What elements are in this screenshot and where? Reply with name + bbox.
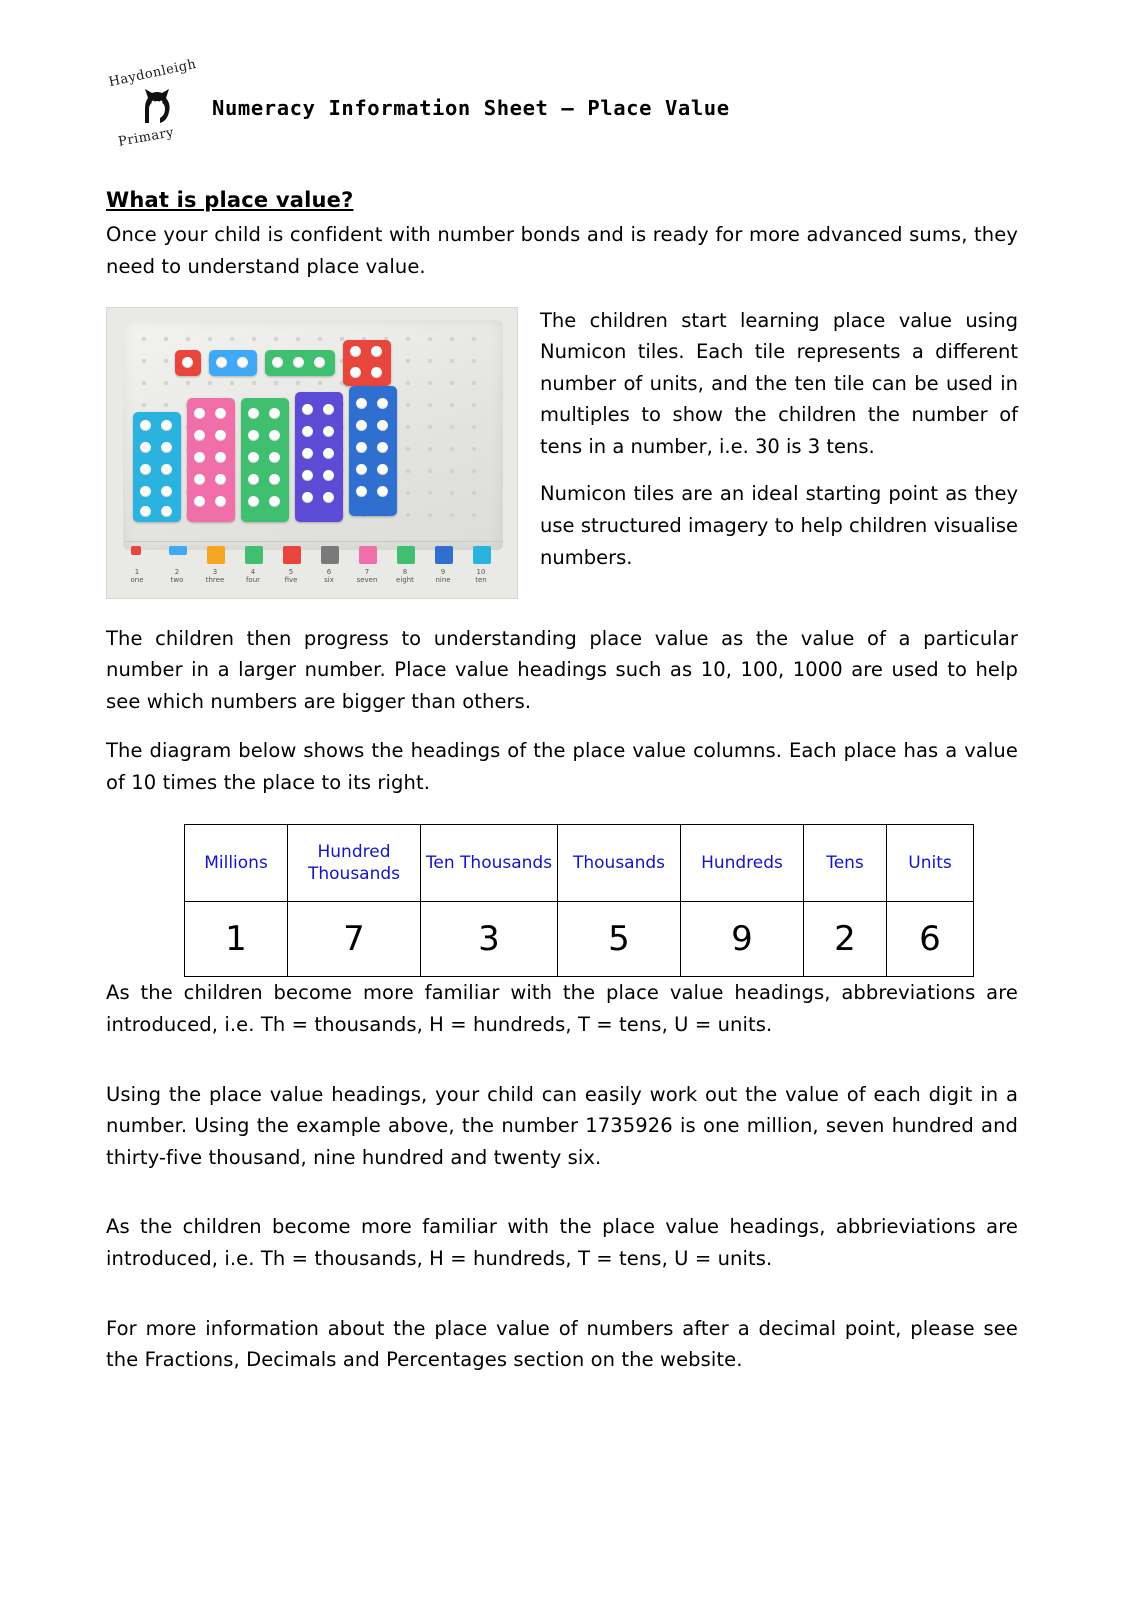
numicon-tile-blue-2	[209, 350, 257, 376]
legend-label-7: 7 seven	[356, 567, 378, 584]
logo-bottom-text: Primary	[117, 125, 176, 150]
header-hundred-thousands: Hundred Thousands	[288, 825, 421, 902]
paragraph-abbreviations-1: As the children become more familiar with the place value headings, abbreviations are introduced, i.e. Th = thousands, H = hundreds, T = tens, U = units.	[106, 981, 1018, 1037]
numicon-tile-green-10	[241, 398, 289, 522]
numicon-tile-blue-10	[349, 386, 397, 516]
digit-tens: 2	[804, 902, 887, 977]
legend-label-6: 6 six	[324, 567, 334, 584]
legend-label-1: 1 one	[130, 567, 144, 584]
legend-tile-1	[131, 546, 141, 555]
table-header-row	[185, 825, 974, 902]
legend-label-9: 9 nine	[435, 567, 451, 584]
header-hundreds: Hundreds	[681, 825, 804, 902]
numicon-tile-cyan-10	[133, 412, 181, 522]
legend-tile-5	[283, 546, 301, 564]
place-value-table-wrapper	[184, 824, 952, 977]
school-logo	[106, 58, 206, 158]
digit-ten-thousands: 3	[421, 902, 558, 977]
paragraph-intro: Once your child is confident with number bonds and is ready for more advanced sums, they need to understand place value.	[106, 223, 1018, 279]
table-row	[185, 902, 974, 977]
paragraph-numicon-1: The children start learning place value using Numicon tiles. Each tile represents a different number of units, and the ten tile can be used in multiples to show the children the number of tens in a number, i.e. 30 is 3 tens.	[540, 308, 1018, 458]
paragraph-worked-example: Using the place value headings, your child can easily work out the value of each digit in a number. Using the example above, the number 1735926 is one million, seven hundred and thirty-five thousand, nine hundred and twenty six.	[106, 1082, 1018, 1169]
header-tens: Tens	[804, 825, 887, 902]
digit-units: 6	[887, 902, 974, 977]
digit-thousands: 5	[558, 902, 681, 977]
document-body	[106, 185, 1018, 1394]
legend-tile-9	[435, 546, 453, 564]
numicon-tile-green-3	[265, 350, 335, 376]
header-ten-thousands: Ten Thousands	[421, 825, 558, 902]
legend-tile-7	[359, 546, 377, 564]
header-millions: Millions	[185, 825, 288, 902]
legend-label-8: 8 eight	[396, 567, 414, 584]
digit-hundreds: 9	[681, 902, 804, 977]
header-thousands: Thousands	[558, 825, 681, 902]
section-heading-what-is-place-value: What is place value?	[106, 188, 354, 212]
paragraph-diagram-intro: The diagram below shows the headings of the place value columns. Each place has a value of 10 times the place to its right.	[106, 739, 1018, 794]
legend-label-2: 2 two	[170, 567, 184, 584]
numicon-tile-purple-10	[295, 392, 343, 522]
legend-label-3: 3 three	[205, 567, 225, 584]
legend-tile-8	[397, 546, 415, 564]
legend-label-4: 4 four	[245, 567, 261, 584]
digit-millions: 1	[185, 902, 288, 977]
logo-top-text: Haydonleigh	[107, 56, 198, 91]
numicon-legend	[125, 541, 503, 588]
paragraph-progress: The children then progress to understanding place value as the value of a particular number in a larger number. Place value headings such as 10, 100, 1000 are used to help see which numbers are bigger than others.	[106, 626, 1018, 713]
paragraph-more-information: For more information about the place value of numbers after a decimal point, please see the Fractions, Decimals and Percentages section on the website.	[106, 1316, 1018, 1372]
place-value-table	[184, 824, 974, 977]
numicon-tile-red-4	[343, 340, 391, 386]
numicon-tray	[123, 320, 503, 550]
legend-tile-4	[245, 546, 263, 564]
numicon-media-row	[106, 305, 1018, 605]
legend-tile-10	[473, 546, 491, 564]
digit-hundred-thousands: 7	[288, 902, 421, 977]
paragraph-abbreviations-2: As the children become more familiar with the place value headings, abbrieviations are introduced, i.e. Th = thousands, H = hundreds, T = tens, U = units.	[106, 1215, 1018, 1270]
header-units: Units	[887, 825, 974, 902]
numicon-photo	[106, 307, 518, 599]
legend-tile-6	[321, 546, 339, 564]
numicon-tile-pink-10	[187, 398, 235, 522]
document-header	[106, 48, 1046, 158]
paragraph-numicon-2: Numicon tiles are an ideal starting point as they use structured imagery to help children visualise numbers.	[540, 482, 1018, 569]
page-title: Numeracy Information Sheet – Place Value	[212, 96, 730, 120]
legend-label-10: 10 ten	[475, 567, 487, 584]
legend-tile-3	[207, 546, 225, 564]
legend-label-5: 5 five	[284, 567, 298, 584]
numicon-tile-red-small	[175, 350, 201, 376]
cat-silhouette-icon	[136, 84, 180, 128]
legend-tile-2	[169, 546, 187, 555]
